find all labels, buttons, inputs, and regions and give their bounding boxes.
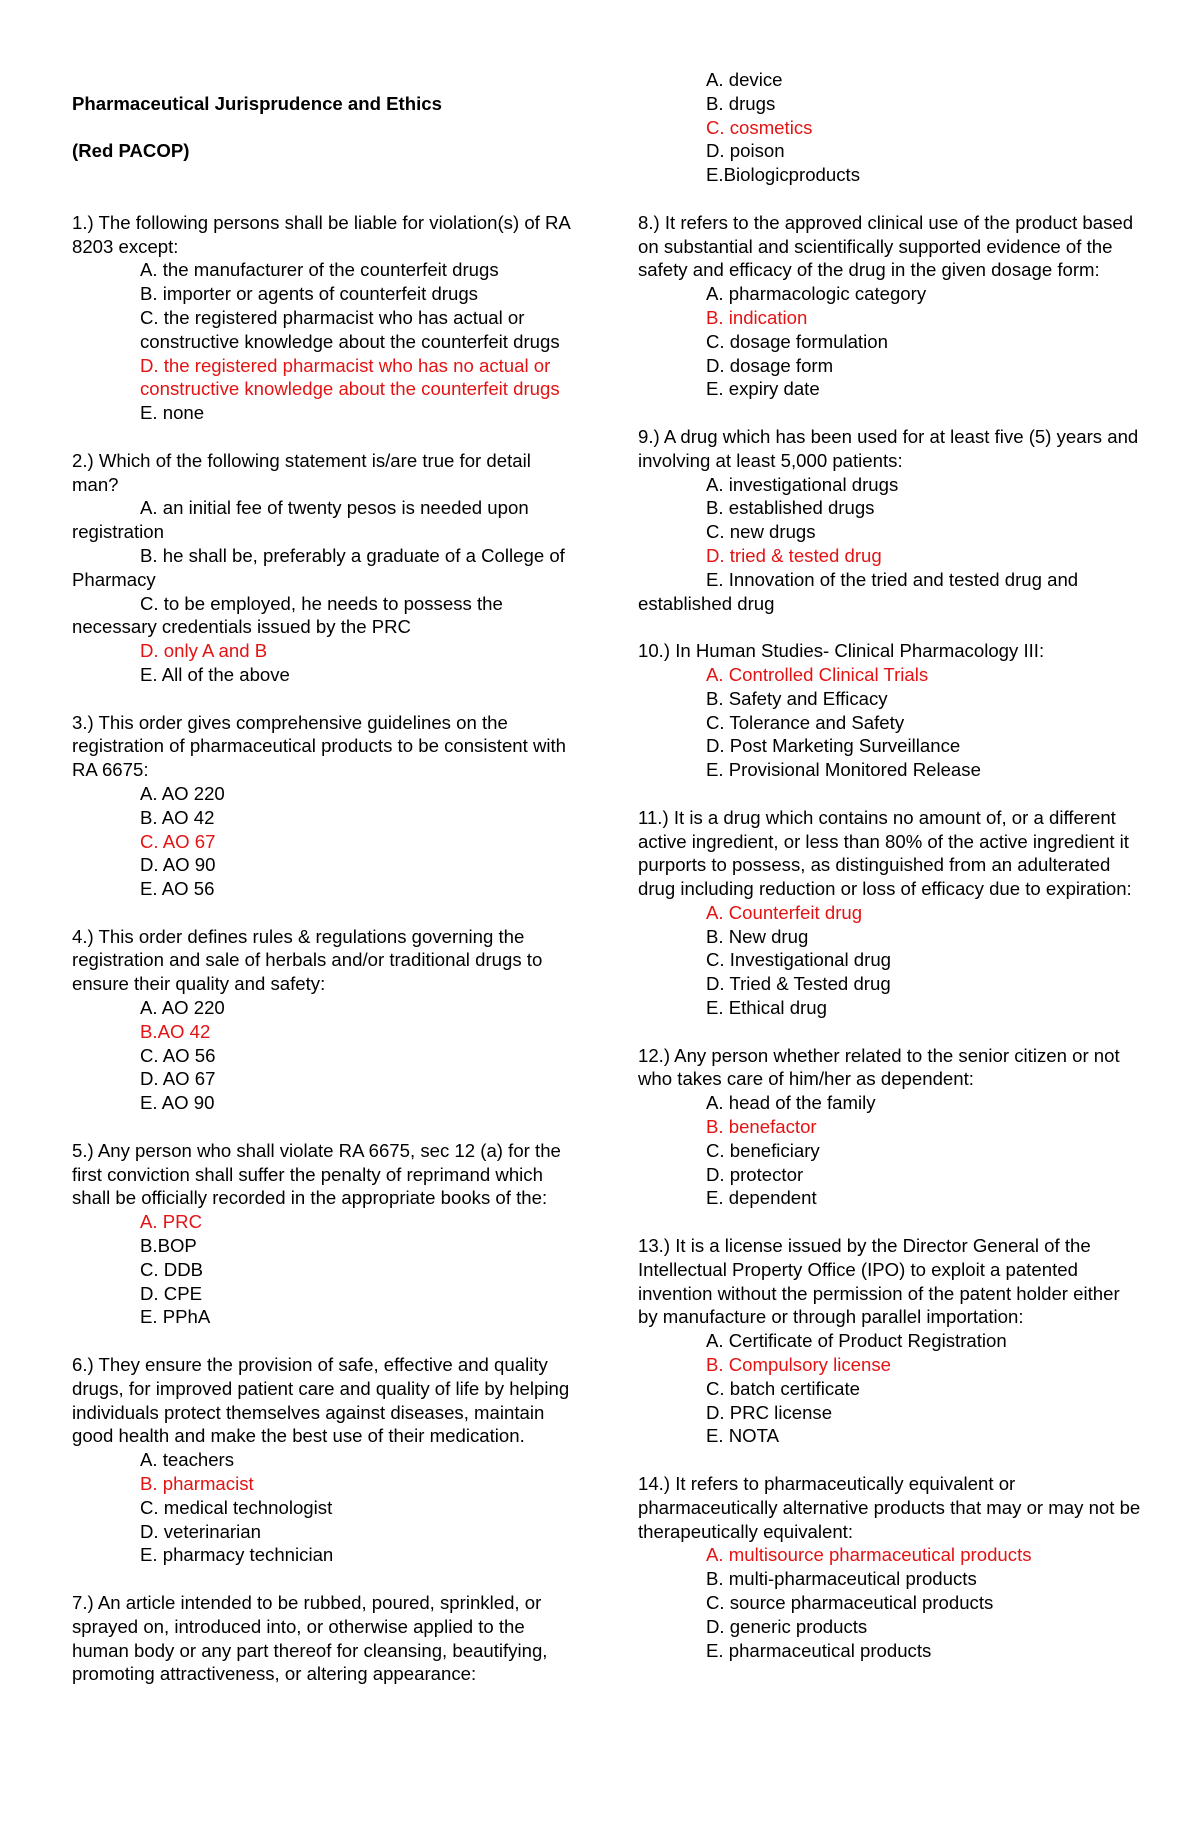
answer-choice: E. pharmaceutical products bbox=[706, 1639, 932, 1661]
question-block bbox=[72, 711, 572, 901]
answer-choice: E. Provisional Monitored Release bbox=[706, 759, 981, 781]
question-text: 8.) It refers to the approved clinical use of the product based on substantial and scientifically supported evidence of the safety and efficacy of the drug in the given dosage form: bbox=[638, 211, 1134, 281]
answer-choice: D. veterinarian bbox=[140, 1520, 261, 1542]
correct-answer-choice: A. Counterfeit drug bbox=[706, 901, 863, 923]
answer-choice: D. Post Marketing Surveillance bbox=[706, 735, 961, 757]
correct-answer-choice: D. only A and B bbox=[140, 640, 268, 662]
answer-choice: E. pharmacy technician bbox=[140, 1544, 334, 1566]
correct-answer-choice: B. pharmacist bbox=[140, 1473, 254, 1495]
question-text: 3.) This order gives comprehensive guidelines on the registration of pharmaceutical products to be consistent with RA 6675: bbox=[72, 711, 567, 781]
document-title bbox=[72, 68, 572, 187]
question-text: 4.) This order defines rules & regulations governing the registration and sale of herbals and/or traditional drugs to ensure their quality and safety: bbox=[72, 925, 543, 995]
answer-choice: E. expiry date bbox=[706, 378, 820, 400]
question-block bbox=[638, 639, 1143, 782]
correct-answer-choice: C. AO 67 bbox=[140, 830, 216, 852]
correct-answer-choice: B. indication bbox=[706, 306, 808, 328]
answer-choice: B. drugs bbox=[706, 92, 776, 114]
answer-choice: C. Tolerance and Safety bbox=[706, 711, 905, 733]
answer-choice: C. AO 56 bbox=[140, 1044, 216, 1066]
title-line-2: (Red PACOP) bbox=[72, 140, 190, 162]
answer-choice: E. AO 90 bbox=[140, 1092, 215, 1114]
question-text: 5.) Any person who shall violate RA 6675, sec 12 (a) for the first conviction shall suffer the penalty of reprimand which shall be officially recorded in the appropriate books of the: bbox=[72, 1139, 561, 1209]
correct-answer-choice: B. benefactor bbox=[706, 1116, 817, 1138]
correct-answer-choice: A. PRC bbox=[140, 1211, 202, 1233]
answer-choice: E. Ethical drug bbox=[706, 997, 827, 1019]
answer-choice: A. Certificate of Product Registration bbox=[706, 1330, 1007, 1352]
question-block bbox=[72, 449, 572, 687]
question-block bbox=[72, 1353, 572, 1567]
answer-choice: C. source pharmaceutical products bbox=[706, 1592, 994, 1613]
question-block bbox=[638, 1044, 1143, 1211]
question-text: 9.) A drug which has been used for at least five (5) years and involving at least 5,000 patients: bbox=[638, 425, 1139, 471]
correct-answer-choice: A. multisource pharmaceutical products bbox=[706, 1544, 1032, 1566]
answer-choice: E.Biologicproducts bbox=[706, 164, 860, 186]
answer-choice: A. teachers bbox=[140, 1449, 235, 1471]
answer-choice: B. New drug bbox=[706, 925, 809, 947]
correct-answer-choice: C. cosmetics bbox=[706, 116, 813, 138]
question-text: 1.) The following persons shall be liable for violation(s) of RA 8203 except: bbox=[72, 211, 570, 257]
right-column bbox=[638, 68, 1143, 1686]
right-question-list bbox=[638, 68, 1143, 1662]
answer-choice: E. All of the above bbox=[140, 663, 290, 685]
answer-choice: C. batch certificate bbox=[706, 1377, 860, 1399]
answer-choice: E. AO 56 bbox=[140, 878, 215, 900]
answer-choice: A. head of the family bbox=[706, 1092, 876, 1114]
answer-choice: B. multi-pharmaceutical products bbox=[706, 1568, 977, 1590]
answer-choice: E. PPhA bbox=[140, 1306, 211, 1328]
question-text: 7.) An article intended to be rubbed, poured, sprinkled, or sprayed on, introduced into, or otherwise applied to the human body or any part thereof for cleansing, beautifying, promoting attractiveness, or altering appearance: bbox=[72, 1592, 548, 1685]
left-question-list bbox=[72, 211, 572, 1686]
correct-answer-choice: B.AO 42 bbox=[140, 1020, 211, 1042]
question-block bbox=[638, 425, 1143, 615]
question-text: 14.) It refers to pharmaceutically equivalent or pharmaceutically alternative products that may or may not be therapeutically equivalent: bbox=[638, 1473, 1141, 1542]
answer-choice: C. Investigational drug bbox=[706, 949, 892, 971]
correct-answer-choice: B. Compulsory license bbox=[706, 1354, 891, 1376]
answer-choice: D. AO 67 bbox=[140, 1068, 216, 1090]
question-block bbox=[72, 1139, 572, 1329]
answer-choice: B.BOP bbox=[140, 1235, 197, 1257]
question-block bbox=[638, 806, 1143, 1020]
answer-choice: D. protector bbox=[706, 1163, 804, 1185]
question-text: 12.) Any person whether related to the senior citizen or not who takes care of him/her as dependent: bbox=[638, 1044, 1120, 1090]
answer-choice: D. poison bbox=[706, 140, 785, 162]
answer-choice: B. Safety and Efficacy bbox=[706, 687, 888, 709]
answer-choice: C. medical technologist bbox=[140, 1496, 333, 1518]
answer-choice: D. dosage form bbox=[706, 354, 834, 376]
question-block bbox=[638, 1234, 1143, 1448]
question-block bbox=[638, 211, 1143, 401]
answer-choice: C. dosage formulation bbox=[706, 330, 888, 352]
question-block bbox=[72, 1591, 572, 1686]
answer-choice: D. AO 90 bbox=[140, 854, 216, 876]
answer-choice: A. the manufacturer of the counterfeit drugs bbox=[140, 259, 499, 281]
answer-choice: C. new drugs bbox=[706, 521, 816, 543]
question-block bbox=[638, 68, 1143, 187]
answer-choice: A. an initial fee of twenty pesos is needed upon registration bbox=[72, 497, 529, 543]
question-block bbox=[638, 1472, 1143, 1662]
answer-choice: D. PRC license bbox=[706, 1401, 833, 1423]
answer-choice: C. DDB bbox=[140, 1258, 204, 1280]
answer-choice: C. the registered pharmacist who has actual or constructive knowledge about the counterfeit drugs bbox=[140, 306, 560, 352]
answer-choice: B. established drugs bbox=[706, 497, 875, 519]
answer-choice: B. importer or agents of counterfeit drugs bbox=[140, 283, 478, 305]
correct-answer-choice: D. the registered pharmacist who has no actual or constructive knowledge about the counterfeit drugs bbox=[140, 354, 560, 400]
question-block bbox=[72, 925, 572, 1115]
answer-choice: C. to be employed, he needs to possess the necessary credentials issued by the PRC bbox=[72, 592, 503, 638]
answer-choice: A. AO 220 bbox=[140, 997, 225, 1019]
question-block bbox=[72, 211, 572, 425]
left-column bbox=[72, 68, 572, 1710]
answer-choice: E. dependent bbox=[706, 1187, 817, 1209]
answer-choice: D. Tried & Tested drug bbox=[706, 973, 891, 995]
answer-choice: A. pharmacologic category bbox=[706, 283, 927, 305]
question-text: 2.) Which of the following statement is/are true for detail man? bbox=[72, 449, 531, 495]
answer-choice: A. AO 220 bbox=[140, 782, 225, 804]
answer-choice: B. AO 42 bbox=[140, 806, 215, 828]
answer-choice: B. he shall be, preferably a graduate of a College of Pharmacy bbox=[72, 544, 565, 590]
correct-answer-choice: A. Controlled Clinical Trials bbox=[706, 663, 929, 685]
answer-choice: E. NOTA bbox=[706, 1425, 780, 1447]
answer-choice: E. Innovation of the tried and tested drug and established drug bbox=[638, 568, 1079, 614]
question-text: 11.) It is a drug which contains no amount of, or a different active ingredient, or less than 80% of the active ingredient it purports to possess, as distinguished from an adulterated drug including reduction or loss of efficacy due to expiration: bbox=[638, 806, 1132, 900]
answer-choice: A. investigational drugs bbox=[706, 473, 899, 495]
correct-answer-choice: D. tried & tested drug bbox=[706, 544, 882, 566]
answer-choice: D. generic products bbox=[706, 1615, 868, 1637]
question-text: 10.) In Human Studies- Clinical Pharmacology III: bbox=[638, 640, 1045, 662]
question-text: 6.) They ensure the provision of safe, effective and quality drugs, for improved patient care and quality of life by helping individuals protect themselves against diseases, maintain good health and make the best use of their medication. bbox=[72, 1354, 570, 1447]
answer-choice: D. CPE bbox=[140, 1282, 202, 1304]
question-text: 13.) It is a license issued by the Director General of the Intellectual Property Office (IPO) to exploit a patented invention without the permission of the patent holder either by manufacture or through parallel importation: bbox=[638, 1235, 1120, 1328]
answer-choice: C. beneficiary bbox=[706, 1139, 820, 1161]
title-line-1: Pharmaceutical Jurisprudence and Ethics bbox=[72, 92, 442, 114]
answer-choice: A. device bbox=[706, 69, 783, 90]
answer-choice: E. none bbox=[140, 402, 205, 424]
